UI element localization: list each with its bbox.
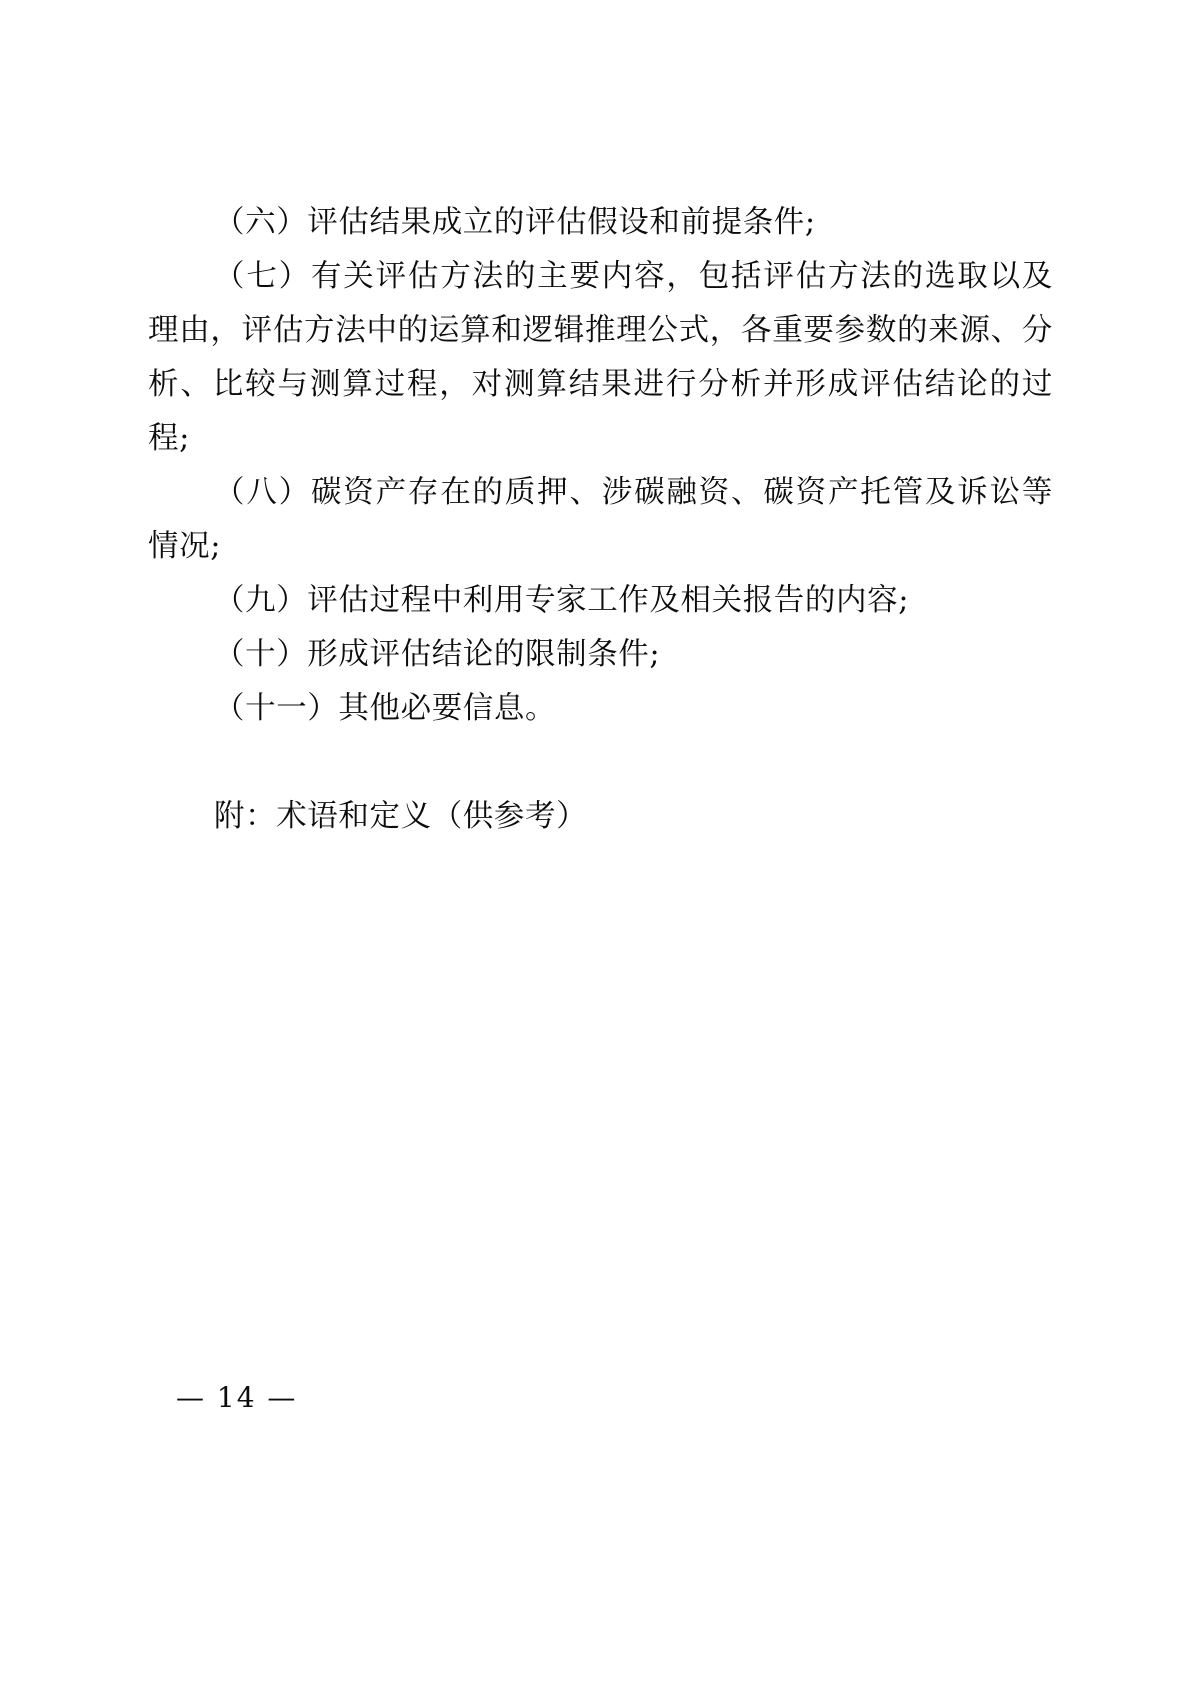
paragraph-item-11: （十一）其他必要信息。: [214, 691, 557, 726]
page-number: — 14 —: [176, 1381, 298, 1414]
paragraph-spacer: [148, 736, 1053, 790]
paragraph-item-9: （九）评估过程中利用专家工作及相关报告的内容;: [214, 583, 910, 618]
paragraph-item-8: （八）碳资产存在的质押、涉碳融资、碳资产托管及诉讼等情况;: [148, 475, 1053, 564]
paragraph-item-7: （七）有关评估方法的主要内容，包括评估方法的选取以及理由，评估方法中的运算和逻辑推理公式，各重要参数的来源、分析、比较与测算过程，对测算结果进行分析并形成评估结论的过程;: [148, 259, 1053, 456]
paragraph-item-10: （十）形成评估结论的限制条件;: [214, 637, 661, 672]
document-body: [148, 196, 1053, 844]
paragraph-item-6: （六）评估结果成立的评估假设和前提条件;: [214, 205, 816, 240]
appendix-note: 附：术语和定义（供参考）: [214, 799, 588, 834]
